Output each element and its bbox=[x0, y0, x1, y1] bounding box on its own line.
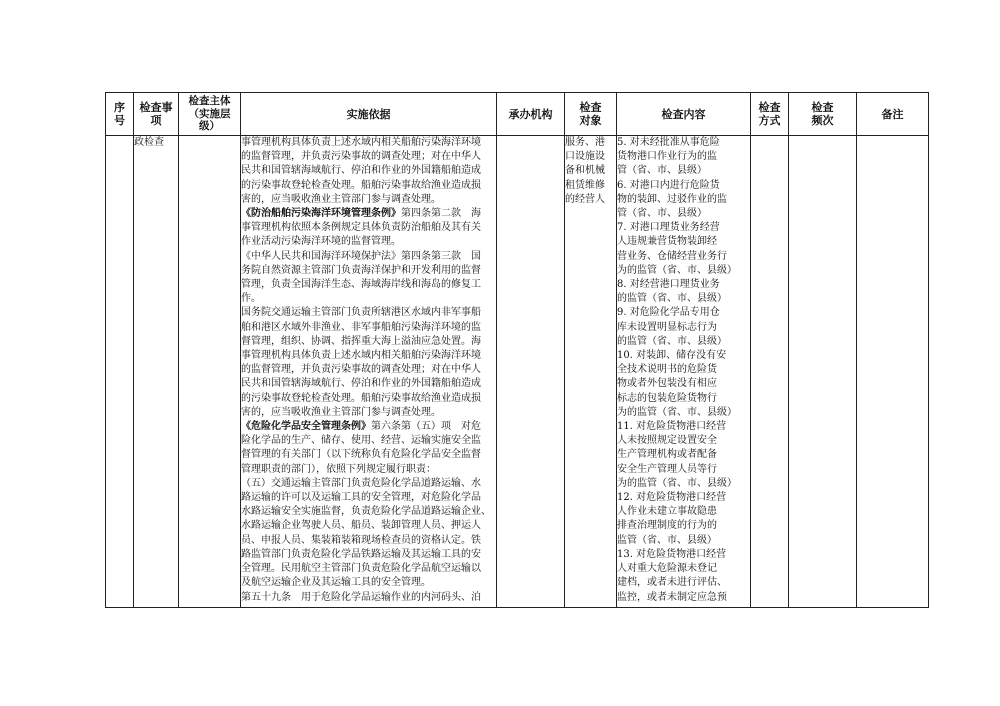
header-note bbox=[857, 93, 929, 136]
basis-line-text: 的污染事故登轮检查处理。船舶污染事故给渔业造成损 bbox=[241, 392, 481, 404]
basis-line-text: 及航空运输企业及其运输工具的安全管理。 bbox=[241, 577, 431, 589]
cell-freq bbox=[789, 136, 857, 608]
basis-line bbox=[241, 562, 496, 576]
basis-line-text: 民共和国管辖海域航行、停泊和作业的外国籍船舶造成 bbox=[241, 378, 481, 390]
object-text bbox=[565, 136, 616, 207]
content-line: 管（省、市、县级） bbox=[617, 208, 707, 220]
basis-line-text: 民共和国管辖海域航行、停泊和作业的外国籍船舶造成 bbox=[241, 165, 481, 177]
content-line: 物或者外包装没有相应 bbox=[617, 378, 717, 390]
content-line: 9. 对危险化学品专用仓 bbox=[617, 307, 720, 319]
basis-line-text: 员、申报人员、集装箱装箱现场检查员的资格认定。铁 bbox=[241, 534, 481, 546]
object-line: 备和机械 bbox=[565, 165, 605, 177]
table-row bbox=[106, 136, 929, 608]
content-line: 的监管（省、市、县级） bbox=[617, 293, 727, 305]
content-line: 营业务、仓储经营业务行 bbox=[617, 250, 727, 262]
content-line: 11. 对危险货物港口经营 bbox=[617, 421, 727, 433]
law-title: 《危险化学品安全管理条例》 bbox=[241, 421, 371, 433]
content-line: 7. 对港口理货业务经营 bbox=[617, 222, 720, 234]
basis-line-text: 《中华人民共和国海洋环境保护法》第四条第三款 国 bbox=[241, 250, 481, 262]
basis-line bbox=[241, 477, 496, 491]
content-line: 建档，或者未进行评估、 bbox=[617, 577, 727, 589]
header-seq bbox=[106, 93, 134, 136]
header-method-label: 检查方式 bbox=[758, 101, 781, 127]
content-line: 管（省、市、县级） bbox=[617, 165, 707, 177]
basis-line-text: 管理，负责全国海洋生态、海域海岸线和海岛的修复工 bbox=[241, 279, 481, 291]
basis-line bbox=[241, 335, 496, 349]
content-line: 的监管（省、市、县级） bbox=[617, 335, 727, 347]
basis-line-text: 路监管部门负责危险化学品铁路运输及其运输工具的安 bbox=[241, 548, 481, 560]
header-content-label: 检查内容 bbox=[661, 107, 706, 121]
law-title: 《防治船舶污染海洋环境管理条例》 bbox=[241, 208, 401, 220]
cell-method bbox=[751, 136, 789, 608]
basis-line bbox=[241, 363, 496, 377]
basis-line bbox=[241, 505, 496, 519]
cell-org bbox=[497, 136, 565, 608]
object-line: 服务、港 bbox=[565, 137, 605, 148]
basis-line bbox=[241, 377, 496, 391]
basis-line-text: （五）交通运输主管部门负责危险化学品道路运输、水 bbox=[241, 477, 481, 489]
content-line: 全技术说明书的危险货 bbox=[617, 364, 717, 376]
content-line: 为的监管（省、市、县级） bbox=[617, 477, 737, 489]
basis-line bbox=[241, 278, 496, 292]
header-method bbox=[751, 93, 789, 136]
content-line: 10. 对装卸、储存没有安 bbox=[617, 350, 727, 362]
header-row bbox=[106, 93, 929, 136]
header-item bbox=[134, 93, 179, 136]
basis-line bbox=[241, 321, 496, 335]
header-org-label: 承办机构 bbox=[508, 107, 553, 121]
basis-line bbox=[241, 576, 496, 590]
cell-content bbox=[617, 136, 751, 608]
content-line: 8. 对经营港口理货业务 bbox=[617, 279, 720, 291]
inspection-table bbox=[105, 92, 929, 608]
basis-line bbox=[241, 591, 496, 605]
basis-line-text: 督管理的有关部门（以下统称负有危险化学品安全监督 bbox=[241, 449, 481, 461]
content-line: 为的监管（省、市、县级） bbox=[617, 264, 737, 276]
cell-item bbox=[134, 136, 179, 608]
basis-line-text: 事管理机构具体负责上述水域内相关船舶污染海洋环境 bbox=[241, 137, 481, 148]
basis-line bbox=[241, 221, 496, 235]
cell-basis bbox=[241, 136, 497, 608]
content-line: 为的监管（省、市、县级） bbox=[617, 406, 737, 418]
basis-line bbox=[241, 207, 496, 221]
content-line: 13. 对危险货物港口经营 bbox=[617, 548, 727, 560]
basis-line-text: 第六条第（五）项 对危 bbox=[371, 421, 481, 433]
basis-line bbox=[241, 264, 496, 278]
basis-line bbox=[241, 179, 496, 193]
basis-line-text: 作。 bbox=[241, 293, 261, 305]
cell-note bbox=[857, 136, 929, 608]
header-basis bbox=[241, 93, 497, 136]
content-line: 标志的包装危险货物行 bbox=[617, 392, 717, 404]
basis-line-text: 水路运输安全实施监督，负责危险化学品道路运输企业、 bbox=[241, 506, 491, 518]
header-seq-label: 序号 bbox=[114, 101, 125, 127]
header-content bbox=[617, 93, 751, 136]
basis-line-text: 管理职责的部门），依照下列规定履行职责： bbox=[241, 463, 436, 475]
basis-line bbox=[241, 392, 496, 406]
basis-line-text: 第四条第二款 海 bbox=[401, 208, 481, 220]
basis-line bbox=[241, 448, 496, 462]
cell-item-text: 政检查 bbox=[134, 137, 164, 148]
basis-line bbox=[241, 420, 496, 434]
header-freq bbox=[789, 93, 857, 136]
basis-line-text: 险化学品的生产、储存、使用、经营、运输实施安全监 bbox=[241, 435, 481, 447]
basis-line-text: 害的，应当吸收渔业主管部门参与调查处理。 bbox=[241, 406, 441, 418]
content-line: 生产管理机构或者配备 bbox=[617, 449, 717, 461]
cell-subject bbox=[179, 136, 241, 608]
basis-line bbox=[241, 406, 496, 420]
content-line: 库未设置明显标志行为 bbox=[617, 321, 717, 333]
basis-line-text: 的监督管理，并负责污染事故的调查处理；对在中华人 bbox=[241, 364, 481, 376]
basis-line bbox=[241, 292, 496, 306]
cell-object bbox=[565, 136, 617, 608]
basis-line bbox=[241, 534, 496, 548]
basis-line bbox=[241, 150, 496, 164]
content-line: 12. 对危险货物港口经营 bbox=[617, 492, 727, 504]
basis-line-text: 督管理，组织、协调、指挥重大海上溢油应急处置。海 bbox=[241, 335, 481, 347]
basis-line bbox=[241, 463, 496, 477]
basis-line-text: 全管理。民用航空主管部门负责危险化学品航空运输以 bbox=[241, 563, 481, 575]
content-line: 物的装卸、过驳作业的监 bbox=[617, 193, 727, 205]
basis-line bbox=[241, 491, 496, 505]
content-line: 人违规兼营货物装卸经 bbox=[617, 236, 717, 248]
basis-line-text: 的污染事故登轮检查处理。船舶污染事故给渔业造成损 bbox=[241, 179, 481, 191]
content-line: 货物港口作业行为的监 bbox=[617, 151, 717, 163]
cell-seq bbox=[106, 136, 134, 608]
basis-line-text: 路运输的许可以及运输工具的安全管理，对危险化学品 bbox=[241, 492, 481, 504]
basis-line-text: 国务院交通运输主管部门负责所辖港区水域内非军事船 bbox=[241, 307, 481, 319]
basis-line bbox=[241, 306, 496, 320]
basis-line-text: 事管理机构具体负责上述水域内相关船舶污染海洋环境 bbox=[241, 350, 481, 362]
basis-line-text: 作业活动污染海洋环境的监督管理。 bbox=[241, 236, 401, 248]
basis-line-text: 第五十九条 用于危险化学品运输作业的内河码头、泊 bbox=[241, 591, 481, 603]
content-line: 人未按照规定设置安全 bbox=[617, 435, 717, 447]
content-line: 人作业未建立事故隐患 bbox=[617, 506, 717, 518]
basis-line bbox=[241, 548, 496, 562]
basis-line bbox=[241, 193, 496, 207]
basis-line bbox=[241, 519, 496, 533]
content-text bbox=[617, 136, 750, 605]
object-line: 口设施设 bbox=[565, 151, 605, 163]
basis-line bbox=[241, 235, 496, 249]
content-line: 6. 对港口内进行危险货 bbox=[617, 179, 720, 191]
object-line: 租赁维修 bbox=[565, 179, 605, 191]
header-basis-label: 实施依据 bbox=[346, 107, 391, 121]
header-subject bbox=[179, 93, 241, 136]
basis-text bbox=[241, 136, 496, 605]
header-object-label: 检查对象 bbox=[579, 101, 602, 127]
content-line: 5. 对未经批准从事危险 bbox=[617, 137, 720, 148]
header-subject-label: 检查主体（实施层级） bbox=[188, 95, 231, 133]
basis-line bbox=[241, 164, 496, 178]
header-freq-label: 检查频次 bbox=[811, 101, 834, 127]
basis-line bbox=[241, 136, 496, 150]
header-note-label: 备注 bbox=[881, 107, 904, 121]
content-line: 人对重大危险源未登记 bbox=[617, 563, 717, 575]
header-org bbox=[497, 93, 565, 136]
content-line: 监管（省、市、县级） bbox=[617, 534, 717, 546]
basis-line bbox=[241, 250, 496, 264]
basis-line-text: 水路运输企业驾驶人员、船员、装卸管理人员、押运人 bbox=[241, 520, 481, 532]
content-line: 监控，或者未制定应急预 bbox=[617, 591, 727, 603]
header-object bbox=[565, 93, 617, 136]
basis-line bbox=[241, 349, 496, 363]
header-item-label: 检查事项 bbox=[139, 101, 173, 127]
content-line: 排查治理制度的行为的 bbox=[617, 520, 717, 532]
basis-line-text: 事管理机构依照本条例规定具体负责防治船舶及其有关 bbox=[241, 222, 481, 234]
basis-line-text: 舶和港区水域外非渔业、非军事船舶污染海洋环境的监 bbox=[241, 321, 481, 333]
basis-line bbox=[241, 434, 496, 448]
basis-line-text: 害的，应当吸收渔业主管部门参与调查处理。 bbox=[241, 193, 441, 205]
object-line: 的经营人 bbox=[565, 193, 605, 205]
basis-line-text: 的监督管理，并负责污染事故的调查处理；对在中华人 bbox=[241, 151, 481, 163]
content-line: 安全生产管理人员等行 bbox=[617, 463, 717, 475]
basis-line-text: 务院自然资源主管部门负责海洋保护和开发利用的监督 bbox=[241, 264, 481, 276]
